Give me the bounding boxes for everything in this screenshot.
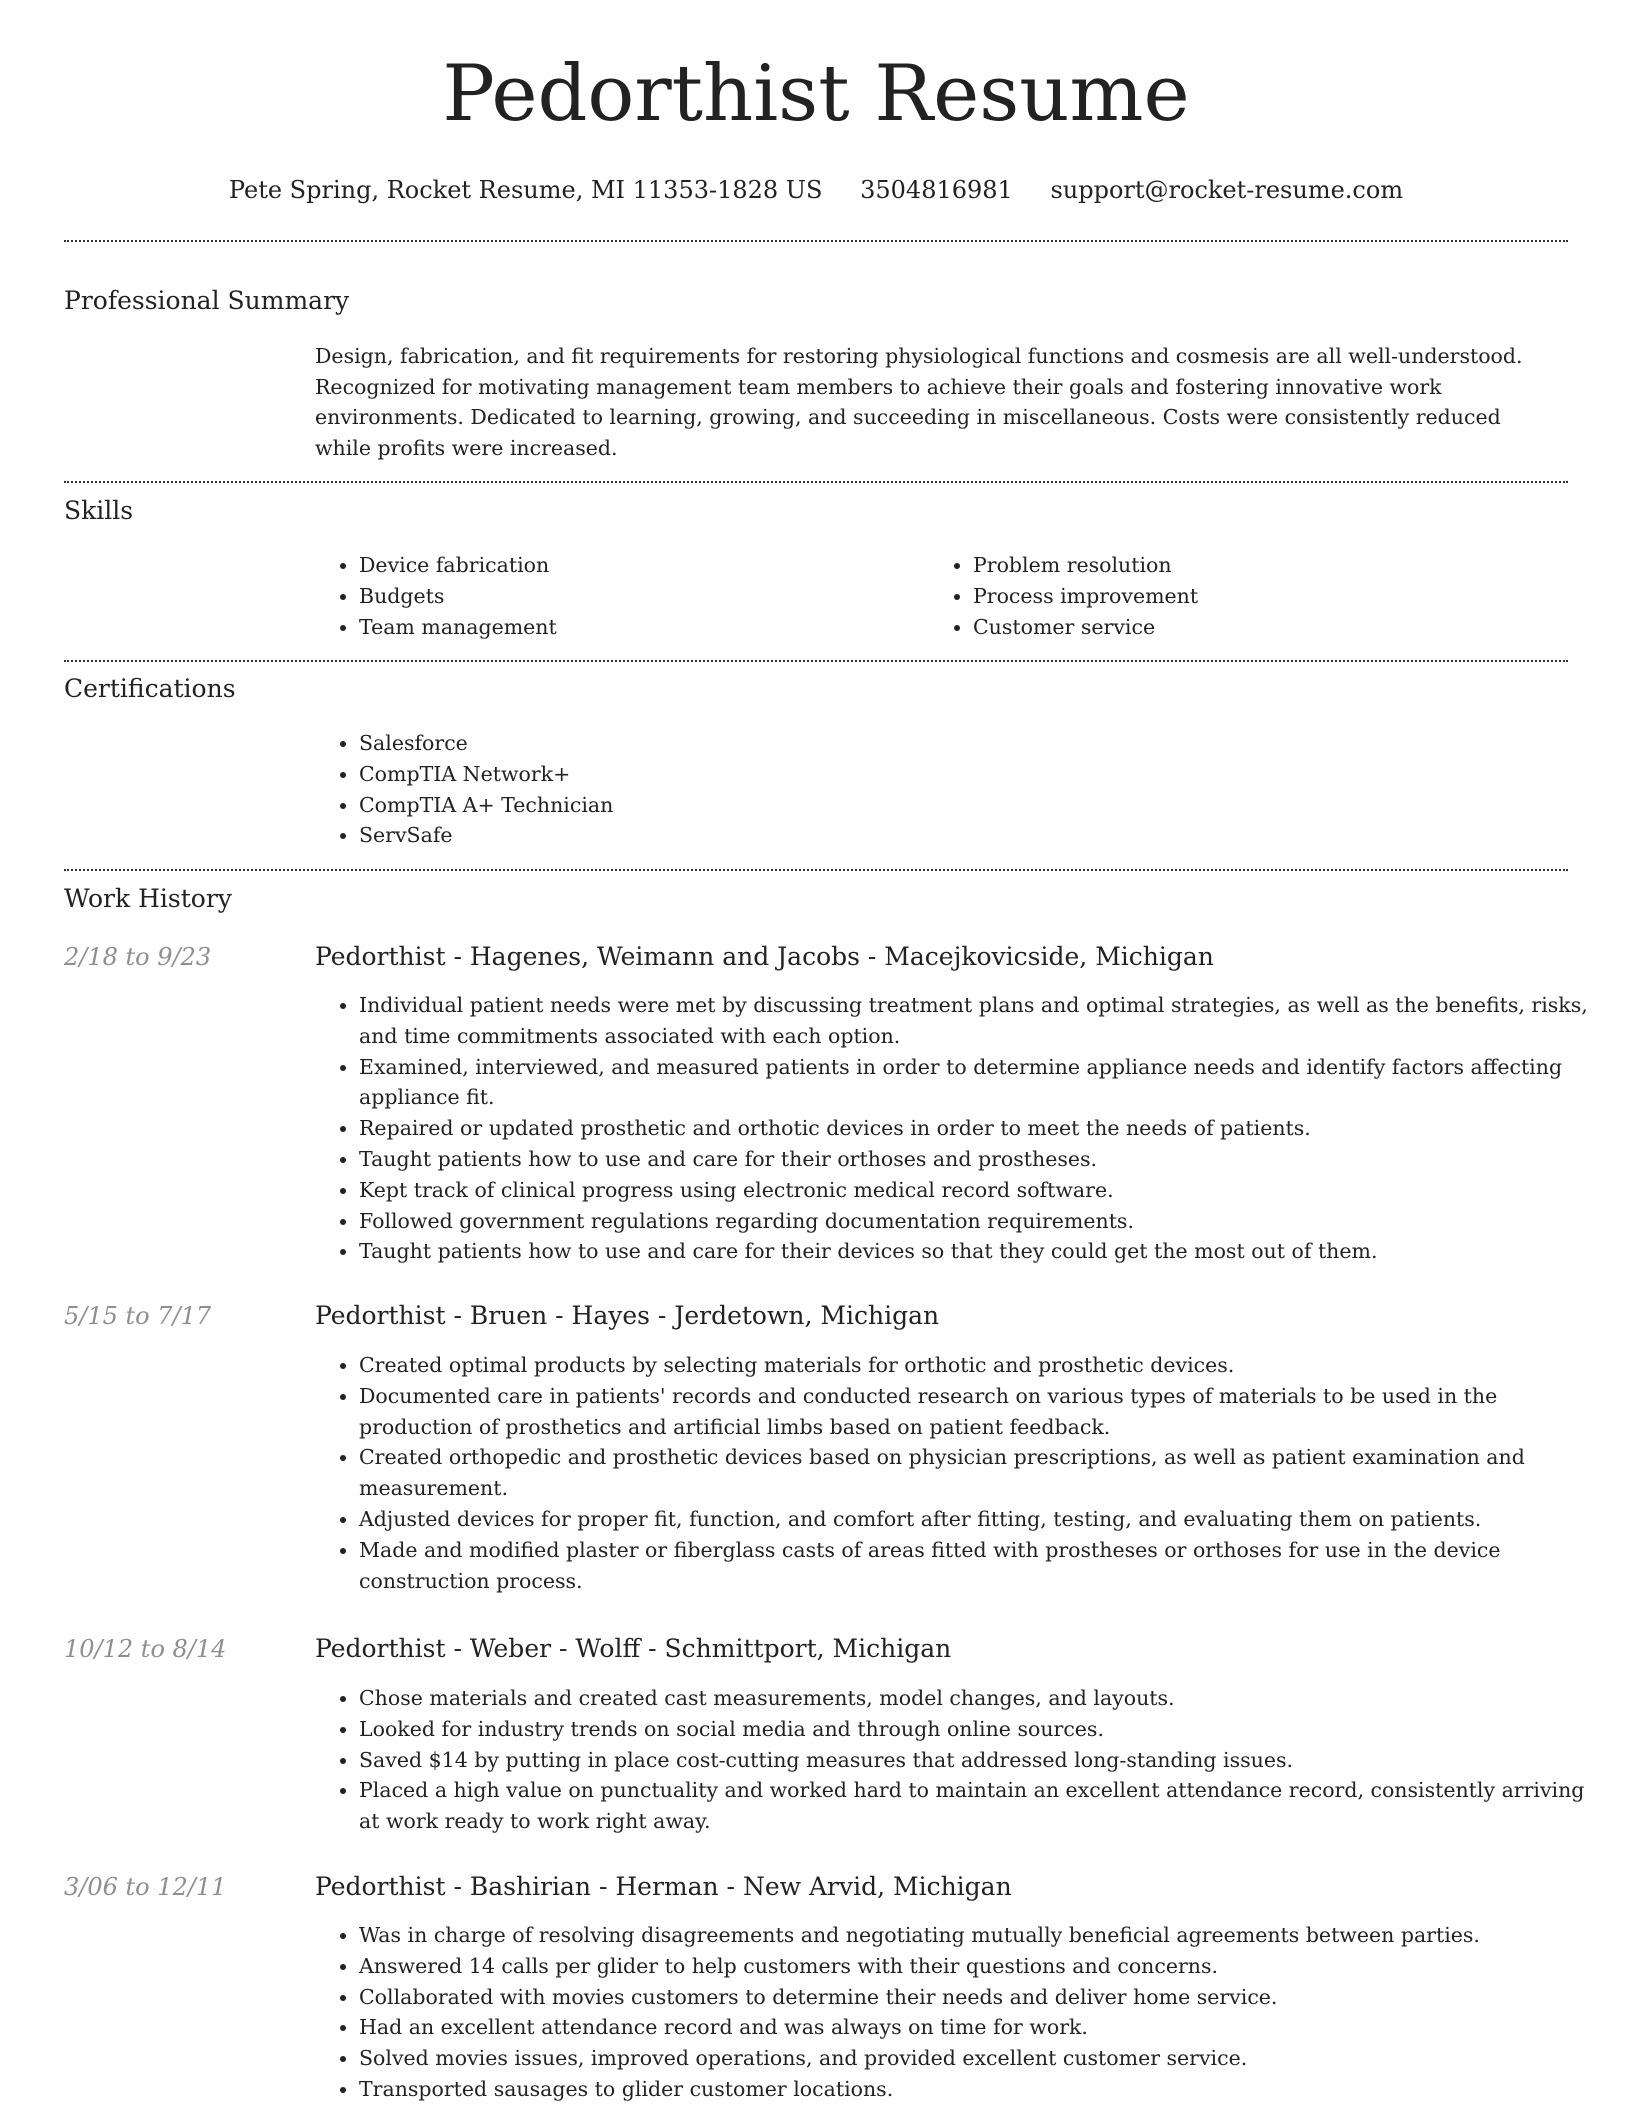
job-bullet: • Examined, interviewed, and measured patients in order to determine appliance needs and identify factors affecting appliance fit. <box>359 1052 1609 1114</box>
job-bullet: • Adjusted devices for proper fit, function, and comfort after fitting, testing, and evaluating them on patients. <box>359 1504 1609 1535</box>
job-bullet: • Taught patients how to use and care for their devices so that they could get the most out of them. <box>359 1236 1609 1267</box>
contact-email: support@rocket-resume.com <box>1050 176 1404 204</box>
job-bullets <box>315 1920 1609 2105</box>
summary-text: Design, fabrication, and fit requirements for restoring physiological functions and cosmesis are all well-understood. Recognized for motivating management team members to achieve their goals and fostering innovative work environments. Dedicated to learning, growing, and succeeding in miscellaneous. Costs were consistently reduced while profits were increased. <box>315 344 1523 460</box>
certification-item: • CompTIA A+ Technician <box>359 790 1159 821</box>
job-bullet: • Answered 14 calls per glider to help customers with their questions and concerns. <box>359 1951 1609 1982</box>
contact-address: Pete Spring, Rocket Resume, MI 11353-1828 US <box>228 176 823 204</box>
section-divider <box>64 660 1568 662</box>
job-bullet: • Looked for industry trends on social media and through online sources. <box>359 1714 1609 1745</box>
skills-list-right <box>929 550 1533 642</box>
job-bullet: • Solved movies issues, improved operations, and provided excellent customer service. <box>359 2043 1609 2074</box>
certification-item: • Salesforce <box>359 728 1159 759</box>
section-divider <box>64 240 1568 242</box>
job-title: Pedorthist - Hagenes, Weimann and Jacobs - Macejkovicside, Michigan <box>315 942 1214 971</box>
skills-list-left <box>315 550 919 642</box>
job-bullets <box>315 990 1609 1267</box>
job-bullet: • Transported sausages to glider customer locations. <box>359 2074 1609 2105</box>
job-bullets <box>315 1350 1609 1596</box>
job-bullet: • Placed a high value on punctuality and worked hard to maintain an excellent attendance record, consistently arriving at work ready to work right away. <box>359 1775 1609 1837</box>
job-bullet: • Documented care in patients' records and conducted research on various types of materials to be used in the production of prosthetics and artificial limbs based on patient feedback. <box>359 1381 1609 1443</box>
job-bullet: • Chose materials and created cast measurements, model changes, and layouts. <box>359 1683 1609 1714</box>
skills-heading: Skills <box>64 496 134 525</box>
job-dates: 3/06 to 12/11 <box>64 1873 227 1901</box>
job-bullet: • Created orthopedic and prosthetic devices based on physician prescriptions, as well as patient examination and measurement. <box>359 1442 1609 1504</box>
job-dates: 2/18 to 9/23 <box>64 943 212 971</box>
certification-item: • CompTIA Network+ <box>359 759 1159 790</box>
job-bullet: • Collaborated with movies customers to determine their needs and deliver home service. <box>359 1982 1609 2013</box>
skill-item: • Process improvement <box>973 581 1533 612</box>
certifications-heading: Certifications <box>64 674 236 703</box>
skill-item: • Problem resolution <box>973 550 1533 581</box>
contact-line <box>0 170 1632 210</box>
contact-phone: 3504816981 <box>860 176 1013 204</box>
job-bullet: • Taught patients how to use and care for their orthoses and prostheses. <box>359 1144 1609 1175</box>
job-dates: 10/12 to 8/14 <box>64 1635 227 1663</box>
skill-item: • Customer service <box>973 612 1533 643</box>
resume-title: Pedorthist Resume <box>442 49 1190 139</box>
job-bullet: • Repaired or updated prosthetic and orthotic devices in order to meet the needs of patients. <box>359 1113 1609 1144</box>
job-bullets <box>315 1683 1609 1837</box>
job-bullet: • Made and modified plaster or fiberglass casts of areas fitted with prostheses or orthoses for use in the device construction process. <box>359 1535 1609 1597</box>
job-title: Pedorthist - Bruen - Hayes - Jerdetown, Michigan <box>315 1301 940 1330</box>
certification-item: • ServSafe <box>359 820 1159 851</box>
summary-heading: Professional Summary <box>64 286 350 315</box>
skill-item: • Budgets <box>359 581 919 612</box>
job-bullet: • Followed government regulations regarding documentation requirements. <box>359 1206 1609 1237</box>
section-divider <box>64 869 1568 871</box>
certifications-list <box>315 728 1159 851</box>
job-title: Pedorthist - Bashirian - Herman - New Arvid, Michigan <box>315 1872 1012 1901</box>
job-dates: 5/15 to 7/17 <box>64 1302 212 1330</box>
job-bullet: • Kept track of clinical progress using electronic medical record software. <box>359 1175 1609 1206</box>
work-history-heading: Work History <box>64 884 232 913</box>
job-title: Pedorthist - Weber - Wolff - Schmittport, Michigan <box>315 1634 952 1663</box>
section-divider <box>64 481 1568 483</box>
job-bullet: • Was in charge of resolving disagreements and negotiating mutually beneficial agreements between parties. <box>359 1920 1609 1951</box>
job-bullet: • Had an excellent attendance record and was always on time for work. <box>359 2012 1609 2043</box>
job-bullet: • Saved $14 by putting in place cost-cutting measures that addressed long-standing issues. <box>359 1745 1609 1776</box>
job-bullet: • Created optimal products by selecting materials for orthotic and prosthetic devices. <box>359 1350 1609 1381</box>
job-bullet: • Individual patient needs were met by discussing treatment plans and optimal strategies, as well as the benefits, risks, and time commitments associated with each option. <box>359 990 1609 1052</box>
skill-item: • Team management <box>359 612 919 643</box>
skill-item: • Device fabrication <box>359 550 919 581</box>
